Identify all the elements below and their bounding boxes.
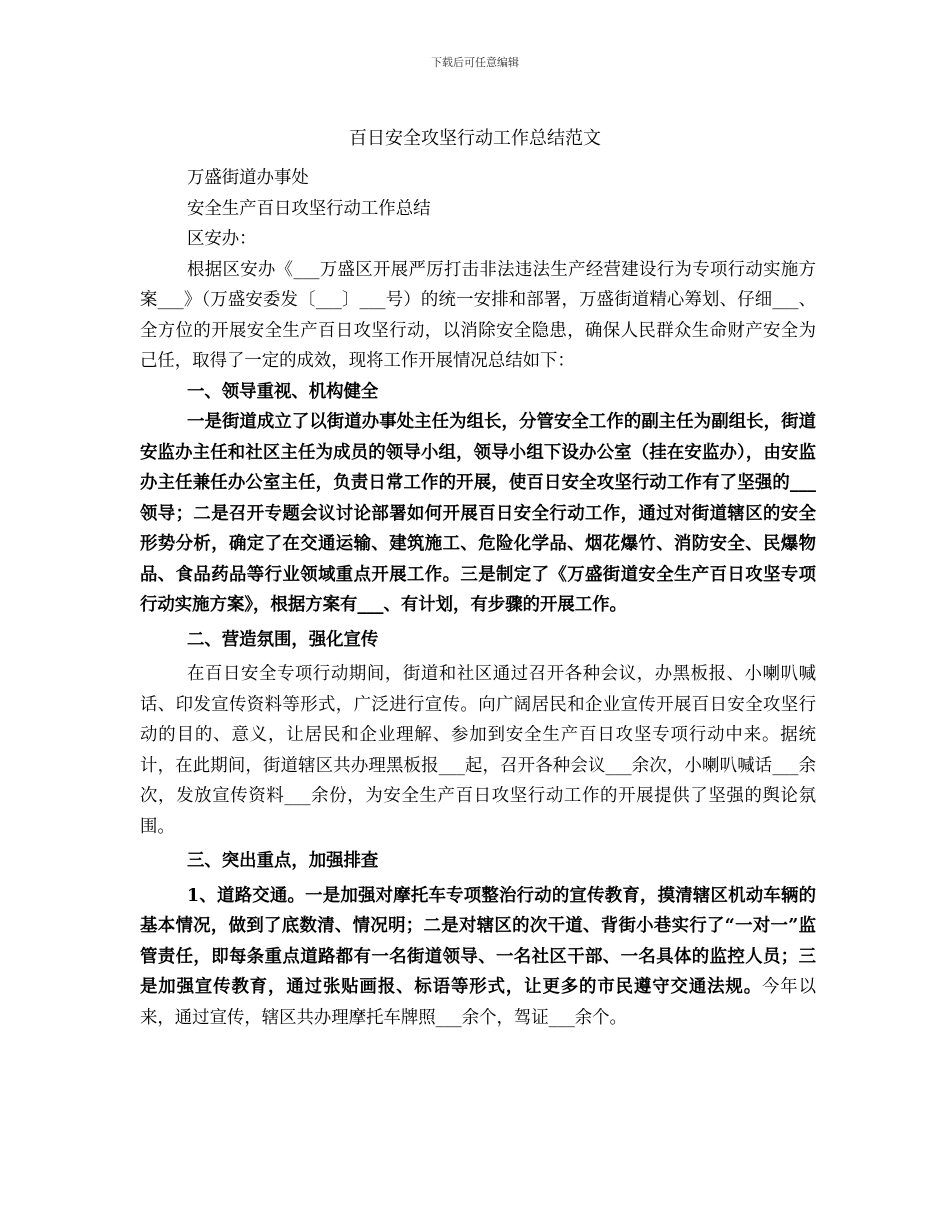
paragraph-recipient: 区安办： — [187, 229, 257, 249]
paragraph-sender: 万盛街道办事处 — [187, 168, 309, 188]
paragraph-section-1: 一是街道成立了以街道办事处主任为组长，分管安全工作的副主任为副组长，街道安监办主任和社区主任为成员的领导小组，领导小组下设办公室（挂在安监办），由安监办主任兼任办公室主任，负责日常工作的开展，使百日安全攻坚行动工作有了坚强的___领导；二是召开专题会议讨论部署如何开展百日安全行动工作，通过对街道辖区的安全形势分析，确定了在交通运输、建筑施工、危险化学品、烟花爆竹、消防安全、民爆物品、食品药品等行业领域重点开展工作。三是制定了《万盛街道安全生产百日攻坚专项行动实施方案》，根据方案有___、有计划，有步骤的开展工作。 — [140, 412, 816, 615]
section-heading-2: 二、营造氛围，强化宣传 — [187, 629, 379, 650]
paragraph-intro: 根据区安办《___万盛区开展严厉打击非法违法生产经营建设行为专项行动实施方案___》（万盛安委发〔___〕___号）的统一安排和部署，万盛街道精心筹划、仔细___、全方位的开展安全生产百日攻坚行动，以消除安全隐患，确保人民群众生命财产安全为己任，取得了一定的成效，现将工作开展情况总结如下： — [140, 259, 816, 371]
document-title: 百日安全攻坚行动工作总结范文 — [349, 128, 601, 149]
page-header-note: 下载后可任意编辑 — [431, 56, 519, 69]
traffic-normal-text: 今年以来，通过宣传，辖区共办理摩托车牌照___余个，驾证___余个。 — [140, 977, 816, 1028]
section-heading-3: 三、突出重点，加强排查 — [187, 851, 379, 871]
paragraph-section-2: 在百日安全专项行动期间，街道和社区通过召开各种会议，办黑板报、小喇叭喊话、印发宣传资料等形式，广泛进行宣传。向广阔居民和企业宣传开展百日安全攻坚行动的目的、意义，让居民和企业理解、参加到安全生产百日攻坚专项行动中来。据统计，在此期间，街道辖区共办理黑板报___起，召开各种会议___余次，小喇叭喊话___余次，发放宣传资料___余份，为安全生产百日攻坚行动工作的开展提供了坚强的舆论氛围。 — [140, 664, 816, 837]
paragraph-traffic — [140, 881, 816, 1034]
paragraph-subject: 安全生产百日攻坚行动工作总结 — [187, 198, 431, 219]
traffic-bold-text: 1、道路交通。一是加强对摩托车专项整治行动的宣传教育，摸清辖区机动车辆的基本情况，做到了底数清、情况明；二是对辖区的次干道、背街小巷实行了“一对一”监管责任，即每条重点道路都有一名街道领导、一名社区干部、一名具体的监控人员；三是加强宣传教育，通过张贴画报、标语等形式，让更多的市民遵守交通法规。 — [140, 885, 816, 997]
document-body — [140, 163, 816, 1033]
section-heading-1: 一、领导重视、机构健全 — [187, 381, 379, 402]
